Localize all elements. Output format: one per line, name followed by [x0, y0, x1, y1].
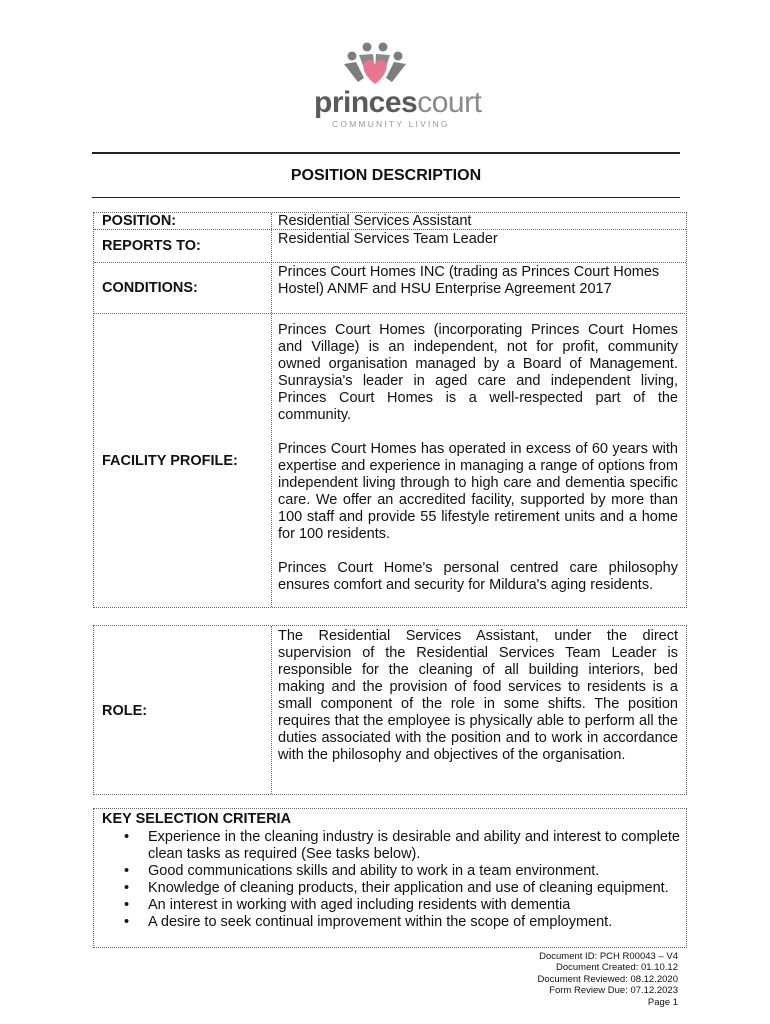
list-item	[124, 897, 680, 914]
column-divider	[271, 213, 272, 313]
role-section	[93, 625, 687, 795]
position-value: Residential Services Assistant	[278, 213, 472, 229]
page-title: POSITION DESCRIPTION	[290, 167, 482, 184]
column-divider	[271, 314, 272, 607]
ksc-list	[94, 829, 680, 931]
logo	[300, 38, 482, 130]
title-rule-top	[92, 152, 680, 154]
conditions-value: Princes Court Homes INC (trading as Princes Court Homes Hostel) ANMF and HSU Enterprise Agreement 2017	[278, 264, 660, 297]
facility-paragraph: Princes Court Homes has operated in excess of 60 years with expertise and experience in managing a range of options from independent living through to high care and dementia specific care. We offer an accredited facility, supported by more than 100 staff and provide 55 lifestyle retirement units and a home for 100 residents.	[278, 441, 678, 542]
conditions-label: CONDITIONS:	[102, 280, 198, 296]
bullet-icon: •	[124, 914, 130, 930]
brand-tagline: COMMUNITY LIVING	[332, 119, 450, 129]
details-table	[93, 212, 687, 314]
facility-profile-text	[278, 322, 678, 594]
bullet-icon: •	[124, 829, 130, 845]
list-item	[124, 863, 680, 880]
reports-to-value: Residential Services Team Leader	[278, 231, 498, 247]
people-heart-logo-icon	[340, 38, 420, 90]
column-divider	[271, 626, 272, 794]
document-created: Document Created: 01.10.12	[556, 962, 678, 974]
brand-light: court	[417, 86, 482, 119]
reports-to-label: REPORTS TO:	[102, 238, 201, 254]
position-label: POSITION:	[102, 213, 177, 229]
role-text: The Residential Services Assistant, under the direct supervision of the Residential Services Team Leader is responsible for the cleaning of all building interiors, bed making and the provision of food services to residents is a small component of the role in some shifts. The position requires that the employee is physically able to perform all the duties associated with the position and to work in accordance with the philosophy and objectives of the organisation.	[278, 628, 678, 763]
list-item-text: Experience in the cleaning industry is desirable and ability and interest to complete clean tasks as required (See tasks below).	[148, 829, 680, 862]
facility-paragraph: Princes Court Home's personal centred care philosophy ensures comfort and security for Mildura's aging residents.	[278, 560, 678, 593]
list-item-text: A desire to seek continual improvement within the scope of employment.	[148, 914, 613, 930]
ksc-title: KEY SELECTION CRITERIA	[102, 811, 292, 827]
document-footer	[538, 951, 678, 1008]
facility-profile-section	[93, 313, 687, 608]
list-item-text: Knowledge of cleaning products, their application and use of cleaning equipment.	[148, 880, 669, 896]
role-label: ROLE:	[102, 703, 148, 719]
list-item	[124, 914, 680, 931]
facility-paragraph: Princes Court Homes (incorporating Princes Court Homes and Village) is an independent, not for profit, community owned organisation managed by a Board of Management. Sunraysia's leader in aged care and independent living, Princes Court Homes is a well-respected part of the community.	[278, 322, 678, 423]
bullet-icon: •	[124, 863, 130, 879]
page-number: Page 1	[647, 996, 678, 1008]
row-divider	[94, 262, 686, 263]
bullet-icon: •	[124, 880, 130, 896]
list-item-text: An interest in working with aged including residents with dementia	[148, 897, 571, 913]
list-item	[124, 829, 680, 863]
facility-profile-label: FACILITY PROFILE:	[102, 453, 238, 469]
title-rule-bottom	[92, 197, 680, 198]
document-id: Document ID: PCH R00043 – V4	[539, 951, 678, 962]
list-item-text: Good communications skills and ability to work in a team environment.	[148, 863, 600, 879]
brand-wordmark	[314, 86, 481, 120]
form-review-due: Form Review Due: 07.12.2023	[549, 985, 678, 997]
key-selection-criteria	[93, 808, 687, 948]
list-item	[124, 880, 680, 897]
document-reviewed: Document Reviewed: 08.12.2020	[537, 973, 678, 985]
brand-bold: princes	[314, 86, 418, 119]
bullet-icon: •	[124, 897, 130, 913]
